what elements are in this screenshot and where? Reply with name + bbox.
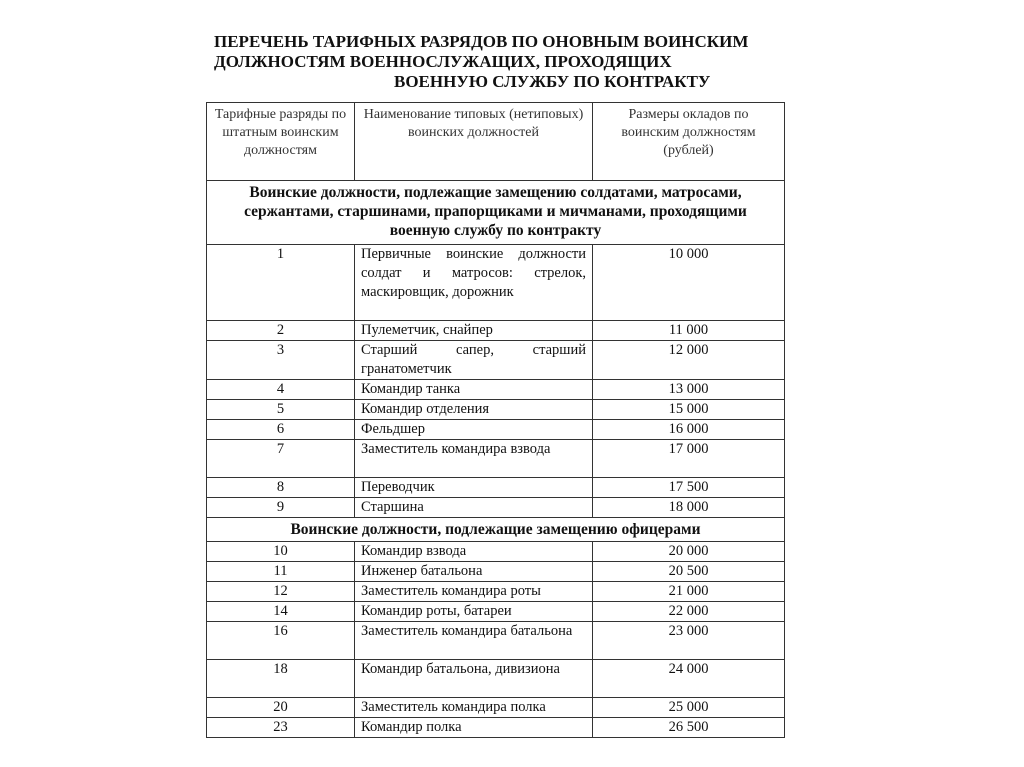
salary-cell: 11 000 — [593, 321, 785, 341]
tariff-table — [206, 102, 785, 738]
table-row — [207, 478, 785, 498]
salary-cell: 20 000 — [593, 542, 785, 562]
salary-cell: 20 500 — [593, 562, 785, 582]
table-row — [207, 660, 785, 698]
table-row — [207, 341, 785, 380]
salary-cell: 17 500 — [593, 478, 785, 498]
grade-cell: 14 — [207, 602, 355, 622]
grade-cell: 8 — [207, 478, 355, 498]
grade-cell: 1 — [207, 245, 355, 321]
grade-cell: 20 — [207, 698, 355, 718]
position-cell: Инженер батальона — [355, 562, 593, 582]
table-row — [207, 562, 785, 582]
salary-cell: 15 000 — [593, 400, 785, 420]
table-row — [207, 400, 785, 420]
table-row — [207, 380, 785, 400]
position-cell: Командир взвода — [355, 542, 593, 562]
table-row — [207, 420, 785, 440]
salary-cell: 13 000 — [593, 380, 785, 400]
grade-cell: 4 — [207, 380, 355, 400]
salary-cell: 18 000 — [593, 498, 785, 518]
section-header-row — [207, 181, 785, 245]
position-cell: Командир полка — [355, 718, 593, 738]
salary-cell: 24 000 — [593, 660, 785, 698]
position-cell: Пулеметчик, снайпер — [355, 321, 593, 341]
title-line-2: ДОЛЖНОСТЯМ ВОЕННОСЛУЖАЩИХ, ПРОХОДЯЩИХ — [214, 52, 672, 71]
table-row — [207, 245, 785, 321]
table-row — [207, 321, 785, 341]
header-salary: Размеры окладов по воинским должностям (рублей) — [593, 103, 785, 181]
title-line-1: ПЕРЕЧЕНЬ ТАРИФНЫХ РАЗРЯДОВ ПО ОНОВНЫМ ВОИНСКИМ — [214, 32, 749, 51]
salary-cell: 26 500 — [593, 718, 785, 738]
salary-cell: 25 000 — [593, 698, 785, 718]
position-cell: Заместитель командира батальона — [355, 622, 593, 660]
position-cell: Командир отделения — [355, 400, 593, 420]
position-cell: Старший сапер, старший гранатометчик — [355, 341, 593, 380]
grade-cell: 6 — [207, 420, 355, 440]
tariff-table-body — [207, 103, 785, 738]
table-row — [207, 440, 785, 478]
position-cell: Фельдшер — [355, 420, 593, 440]
table-row — [207, 718, 785, 738]
salary-cell: 22 000 — [593, 602, 785, 622]
salary-cell: 23 000 — [593, 622, 785, 660]
grade-cell: 9 — [207, 498, 355, 518]
position-cell: Старшина — [355, 498, 593, 518]
header-row — [207, 103, 785, 181]
title-line-3: ВОЕННУЮ СЛУЖБУ ПО КОНТРАКТУ — [394, 72, 711, 91]
grade-cell: 10 — [207, 542, 355, 562]
grade-cell: 7 — [207, 440, 355, 478]
salary-cell: 12 000 — [593, 341, 785, 380]
grade-cell: 2 — [207, 321, 355, 341]
grade-cell: 23 — [207, 718, 355, 738]
position-cell: Командир танка — [355, 380, 593, 400]
section-title: Воинские должности, подлежащие замещению офицерами — [207, 518, 785, 542]
header-position: Наименование типовых (нетиповых) воинских должностей — [355, 103, 593, 181]
grade-cell: 18 — [207, 660, 355, 698]
table-row — [207, 542, 785, 562]
grade-cell: 16 — [207, 622, 355, 660]
table-row — [207, 602, 785, 622]
grade-cell: 3 — [207, 341, 355, 380]
table-row — [207, 498, 785, 518]
position-cell: Заместитель командира полка — [355, 698, 593, 718]
grade-cell: 5 — [207, 400, 355, 420]
salary-cell: 10 000 — [593, 245, 785, 321]
salary-cell: 16 000 — [593, 420, 785, 440]
position-cell: Заместитель командира роты — [355, 582, 593, 602]
section-header-row — [207, 518, 785, 542]
table-row — [207, 698, 785, 718]
position-cell: Первичные воинские должности солдат и матросов: стрелок, маскировщик, дорожник — [355, 245, 593, 321]
salary-cell: 17 000 — [593, 440, 785, 478]
section-title: Воинские должности, подлежащие замещению солдатами, матросами, сержантами, старшинами, прапорщиками и мичманами, проходящими военную службу по контракту — [207, 181, 785, 245]
position-cell: Командир роты, батареи — [355, 602, 593, 622]
salary-cell: 21 000 — [593, 582, 785, 602]
document-title — [214, 32, 814, 92]
grade-cell: 12 — [207, 582, 355, 602]
header-grade: Тарифные разряды по штатным воинским должностям — [207, 103, 355, 181]
position-cell: Переводчик — [355, 478, 593, 498]
position-cell: Командир батальона, дивизиона — [355, 660, 593, 698]
grade-cell: 11 — [207, 562, 355, 582]
table-row — [207, 622, 785, 660]
position-cell: Заместитель командира взвода — [355, 440, 593, 478]
table-row — [207, 582, 785, 602]
